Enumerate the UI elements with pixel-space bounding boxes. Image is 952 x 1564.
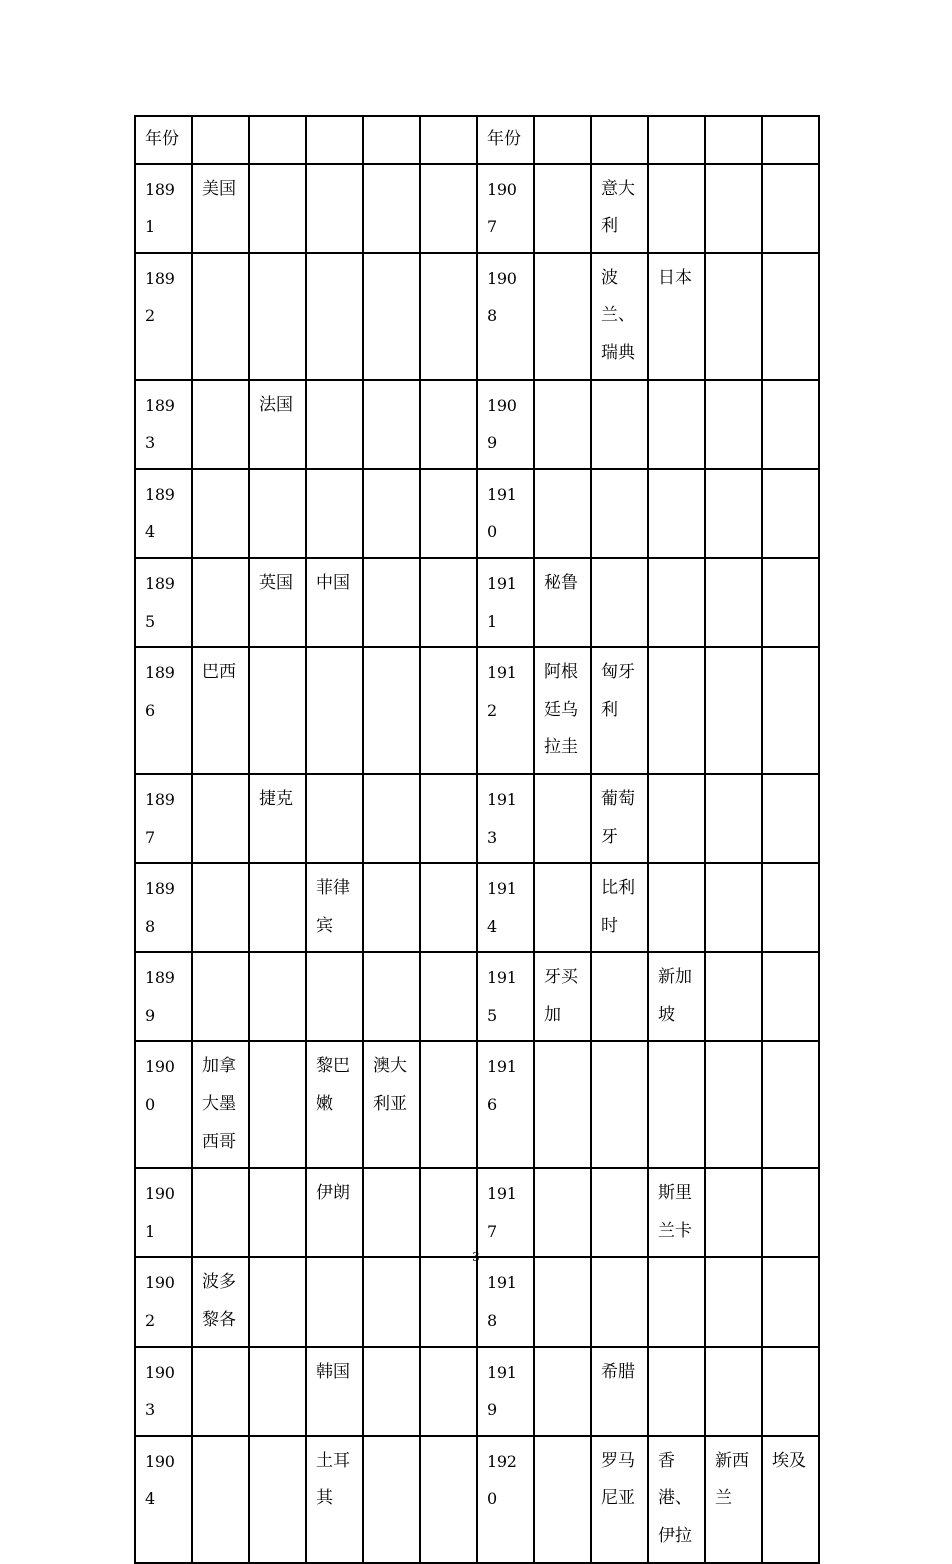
- table-row: [135, 380, 819, 469]
- year-cell: 1903: [135, 1347, 192, 1436]
- country-cell: [705, 1347, 762, 1436]
- page-number: 3: [472, 1250, 480, 1264]
- country-cell: [192, 469, 249, 558]
- country-cell: 伊朗: [306, 1168, 363, 1257]
- year-cell: 1917: [477, 1168, 534, 1257]
- country-cell: [705, 558, 762, 647]
- country-cell: 波兰、瑞典: [591, 253, 648, 380]
- country-cell: [591, 558, 648, 647]
- country-cell: [192, 1347, 249, 1436]
- table-row: [135, 253, 819, 380]
- country-cell: [306, 164, 363, 253]
- year-cell: 1894: [135, 469, 192, 558]
- country-cell: [591, 116, 648, 164]
- country-cell: [249, 647, 306, 774]
- country-cell: [420, 1436, 477, 1563]
- country-cell: [534, 164, 591, 253]
- year-cell: 1912: [477, 647, 534, 774]
- year-cell: 1899: [135, 952, 192, 1041]
- country-cell: [762, 116, 819, 164]
- table-row: [135, 1257, 819, 1346]
- country-cell: [420, 253, 477, 380]
- country-cell: 埃及: [762, 1436, 819, 1563]
- country-cell: [705, 116, 762, 164]
- country-cell: 比利时: [591, 863, 648, 952]
- country-cell: 英国: [249, 558, 306, 647]
- country-cell: [762, 1347, 819, 1436]
- country-cell: [705, 774, 762, 863]
- table-body: [135, 116, 819, 1563]
- country-cell: 美国: [192, 164, 249, 253]
- country-cell: 秘鲁: [534, 558, 591, 647]
- country-cell: [420, 380, 477, 469]
- country-cell: [420, 1041, 477, 1168]
- year-cell: 1916: [477, 1041, 534, 1168]
- country-cell: 中国: [306, 558, 363, 647]
- country-cell: [762, 774, 819, 863]
- country-cell: [249, 1041, 306, 1168]
- country-cell: [762, 253, 819, 380]
- country-cell: 土耳其: [306, 1436, 363, 1563]
- country-cell: 新加坡: [648, 952, 705, 1041]
- year-cell: 1908: [477, 253, 534, 380]
- country-cell: [192, 774, 249, 863]
- table-row: [135, 1347, 819, 1436]
- country-cell: [249, 1436, 306, 1563]
- country-cell: [420, 1168, 477, 1257]
- country-cell: [648, 116, 705, 164]
- table-header-row: [135, 116, 819, 164]
- year-cell: 1895: [135, 558, 192, 647]
- table-row: [135, 647, 819, 774]
- year-cell: 1918: [477, 1257, 534, 1346]
- year-cell: 1898: [135, 863, 192, 952]
- country-cell: [420, 116, 477, 164]
- country-cell: [534, 1436, 591, 1563]
- country-cell: [363, 380, 420, 469]
- country-cell: 罗马尼亚: [591, 1436, 648, 1563]
- country-cell: [192, 952, 249, 1041]
- country-cell: [420, 1347, 477, 1436]
- country-cell: [363, 1168, 420, 1257]
- year-cell: 1901: [135, 1168, 192, 1257]
- country-cell: [420, 774, 477, 863]
- year-cell: 1902: [135, 1257, 192, 1346]
- year-cell: 1904: [135, 1436, 192, 1563]
- country-cell: [534, 774, 591, 863]
- country-cell: [705, 1257, 762, 1346]
- year-cell: 1897: [135, 774, 192, 863]
- country-cell: [705, 253, 762, 380]
- country-cell: [306, 647, 363, 774]
- country-cell: 法国: [249, 380, 306, 469]
- country-cell: [249, 164, 306, 253]
- year-cell: 年份: [135, 116, 192, 164]
- country-cell: [705, 164, 762, 253]
- country-cell: [249, 116, 306, 164]
- country-cell: [249, 1347, 306, 1436]
- country-cell: [249, 863, 306, 952]
- country-cell: [306, 774, 363, 863]
- country-cell: [363, 774, 420, 863]
- country-cell: [591, 1168, 648, 1257]
- country-cell: [363, 558, 420, 647]
- country-cell: [762, 647, 819, 774]
- country-cell: [648, 164, 705, 253]
- year-country-table: [134, 115, 820, 1564]
- country-cell: [192, 253, 249, 380]
- year-cell: 1920: [477, 1436, 534, 1563]
- country-cell: [534, 253, 591, 380]
- country-cell: [762, 1041, 819, 1168]
- country-cell: [534, 1041, 591, 1168]
- year-cell: 1919: [477, 1347, 534, 1436]
- country-cell: [648, 558, 705, 647]
- year-cell: 1909: [477, 380, 534, 469]
- year-cell: 1911: [477, 558, 534, 647]
- country-cell: [705, 863, 762, 952]
- country-cell: [249, 952, 306, 1041]
- country-cell: [648, 647, 705, 774]
- table-row: [135, 1168, 819, 1257]
- country-cell: [363, 116, 420, 164]
- year-cell: 1907: [477, 164, 534, 253]
- country-cell: [591, 469, 648, 558]
- country-cell: [192, 863, 249, 952]
- country-cell: [648, 863, 705, 952]
- country-cell: [705, 1168, 762, 1257]
- table-row: [135, 952, 819, 1041]
- country-cell: [705, 469, 762, 558]
- country-cell: [363, 253, 420, 380]
- country-cell: [363, 1257, 420, 1346]
- table-row: [135, 164, 819, 253]
- country-cell: [192, 116, 249, 164]
- country-cell: [591, 952, 648, 1041]
- country-cell: [648, 1347, 705, 1436]
- country-cell: [249, 253, 306, 380]
- country-cell: [306, 952, 363, 1041]
- country-cell: [705, 1041, 762, 1168]
- table-row: [135, 863, 819, 952]
- country-cell: 波多黎各: [192, 1257, 249, 1346]
- year-cell: 1893: [135, 380, 192, 469]
- country-cell: [363, 863, 420, 952]
- country-cell: [762, 1257, 819, 1346]
- country-cell: [534, 380, 591, 469]
- country-cell: 意大利: [591, 164, 648, 253]
- year-cell: 1915: [477, 952, 534, 1041]
- country-cell: [420, 863, 477, 952]
- country-cell: [591, 1257, 648, 1346]
- year-cell: 1910: [477, 469, 534, 558]
- country-cell: [420, 647, 477, 774]
- country-cell: [648, 1041, 705, 1168]
- year-cell: 1913: [477, 774, 534, 863]
- country-cell: [363, 952, 420, 1041]
- country-cell: [363, 647, 420, 774]
- country-cell: 菲律宾: [306, 863, 363, 952]
- table-row: [135, 558, 819, 647]
- country-cell: [363, 1347, 420, 1436]
- country-cell: 韩国: [306, 1347, 363, 1436]
- year-cell: 1914: [477, 863, 534, 952]
- country-cell: [705, 380, 762, 469]
- country-cell: [306, 116, 363, 164]
- country-cell: [192, 380, 249, 469]
- country-cell: [762, 952, 819, 1041]
- country-cell: [762, 469, 819, 558]
- country-cell: [591, 1041, 648, 1168]
- country-cell: [306, 380, 363, 469]
- country-cell: [249, 469, 306, 558]
- country-cell: [306, 469, 363, 558]
- country-cell: [363, 164, 420, 253]
- country-cell: [591, 380, 648, 469]
- country-cell: [306, 253, 363, 380]
- year-cell: 1892: [135, 253, 192, 380]
- country-cell: [762, 863, 819, 952]
- country-cell: [306, 1257, 363, 1346]
- country-cell: [534, 116, 591, 164]
- table-row: [135, 774, 819, 863]
- country-cell: [192, 558, 249, 647]
- country-cell: [762, 1168, 819, 1257]
- country-cell: [534, 1347, 591, 1436]
- country-cell: 牙买加: [534, 952, 591, 1041]
- country-cell: [648, 380, 705, 469]
- country-cell: 黎巴嫩: [306, 1041, 363, 1168]
- country-cell: 加拿大墨西哥: [192, 1041, 249, 1168]
- country-cell: [249, 1257, 306, 1346]
- country-cell: [762, 164, 819, 253]
- country-cell: [762, 380, 819, 469]
- country-cell: [705, 647, 762, 774]
- country-cell: [648, 1257, 705, 1346]
- country-cell: [762, 558, 819, 647]
- table-row: [135, 1041, 819, 1168]
- country-cell: [420, 164, 477, 253]
- country-cell: [192, 1168, 249, 1257]
- country-cell: [420, 952, 477, 1041]
- country-cell: [534, 863, 591, 952]
- country-cell: 希腊: [591, 1347, 648, 1436]
- table-row: [135, 469, 819, 558]
- country-cell: [363, 1436, 420, 1563]
- country-cell: [420, 469, 477, 558]
- country-cell: [249, 1168, 306, 1257]
- country-cell: [420, 1257, 477, 1346]
- country-cell: [534, 469, 591, 558]
- year-cell: 1896: [135, 647, 192, 774]
- year-cell: 年份: [477, 116, 534, 164]
- country-cell: [534, 1257, 591, 1346]
- country-cell: 匈牙利: [591, 647, 648, 774]
- country-cell: [420, 558, 477, 647]
- country-cell: [648, 774, 705, 863]
- country-cell: 葡萄牙: [591, 774, 648, 863]
- table-row: [135, 1436, 819, 1563]
- country-cell: 香港、伊拉: [648, 1436, 705, 1563]
- year-cell: 1900: [135, 1041, 192, 1168]
- year-cell: 1891: [135, 164, 192, 253]
- country-cell: [534, 1168, 591, 1257]
- country-cell: 新西兰: [705, 1436, 762, 1563]
- country-cell: 巴西: [192, 647, 249, 774]
- country-cell: 澳大利亚: [363, 1041, 420, 1168]
- country-cell: 斯里兰卡: [648, 1168, 705, 1257]
- country-cell: 日本: [648, 253, 705, 380]
- country-cell: [363, 469, 420, 558]
- country-cell: 捷克: [249, 774, 306, 863]
- country-cell: [648, 469, 705, 558]
- country-cell: [192, 1436, 249, 1563]
- country-cell: [705, 952, 762, 1041]
- country-cell: 阿根廷乌拉圭: [534, 647, 591, 774]
